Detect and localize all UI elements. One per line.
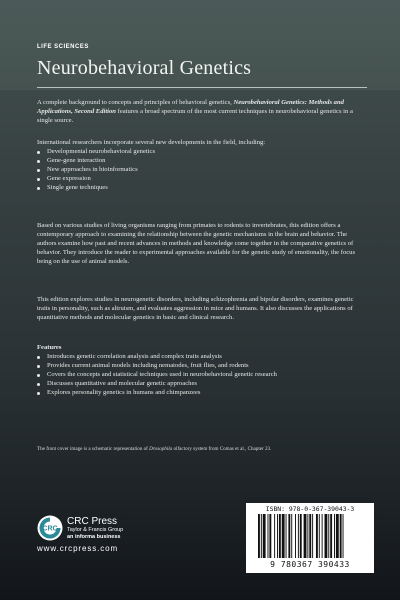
list-item-text: New approaches in bioinformatics bbox=[47, 165, 138, 173]
studies-paragraph bbox=[37, 222, 367, 267]
bullet-icon bbox=[37, 383, 40, 386]
list-item bbox=[37, 148, 367, 157]
list-item bbox=[37, 353, 367, 362]
bullet-icon bbox=[37, 178, 40, 181]
list-item bbox=[37, 184, 367, 193]
intro-text-start: A complete background to concepts and principles of behavioral genetics, bbox=[37, 99, 234, 106]
isbn-barcode bbox=[246, 503, 374, 573]
features-list bbox=[37, 353, 367, 398]
bullet-icon bbox=[37, 187, 40, 190]
developments-lead: International researchers incorporate several new developments in the field, including: bbox=[37, 139, 266, 146]
list-item bbox=[37, 371, 367, 380]
bullet-icon bbox=[37, 392, 40, 395]
publisher-url[interactable]: www.crcpress.com bbox=[37, 544, 119, 553]
crc-press-logo-icon bbox=[37, 515, 63, 541]
publisher-block bbox=[67, 516, 123, 541]
edition-paragraph bbox=[37, 296, 367, 323]
bullet-icon bbox=[37, 160, 40, 163]
list-item bbox=[37, 166, 367, 175]
intro-text-end: features a broad spectrum of the most current techniques in neurobehavioral genetics in a single source. bbox=[37, 107, 353, 124]
list-item bbox=[37, 362, 367, 371]
list-item bbox=[37, 175, 367, 184]
list-item-text: Single gene techniques bbox=[47, 183, 108, 191]
list-item-text: Developmental neurobehavioral genetics bbox=[47, 147, 156, 155]
features-section bbox=[37, 344, 367, 397]
list-item-text: Discusses quantitative and molecular genetic approaches bbox=[47, 379, 197, 387]
barcode-icon bbox=[258, 514, 362, 558]
publisher-group: Taylor & Francis Group bbox=[67, 527, 124, 533]
list-item-text: Covers the concepts and statistical techniques used in neurobehavioral genetic research bbox=[47, 370, 277, 378]
edition-text: This edition explores studies in neurogenetic disorders, including schizophrenia and bipolar disorders, examines genetic traits in personality, such as altruism, and evaluates aggression in mice and humans. It also discusses the applications of quantitative methods and molecular genetics in basic and clinical research. bbox=[37, 296, 354, 321]
series-label: LIFE SCIENCES bbox=[37, 44, 89, 50]
features-heading: Features bbox=[37, 344, 62, 351]
book-title: Neurobehavioral Genetics bbox=[37, 57, 252, 79]
intro-paragraph bbox=[37, 99, 367, 126]
list-item bbox=[37, 389, 367, 398]
developments-list bbox=[37, 148, 367, 193]
bullet-icon bbox=[37, 356, 40, 359]
bullet-icon bbox=[37, 169, 40, 172]
list-item-text: Gene expression bbox=[47, 174, 91, 182]
list-item-text: Provides current animal models including nematodes, fruit flies, and rodents bbox=[47, 361, 249, 369]
note-text-end: olfactory system from Comas et al., Chapter 23. bbox=[172, 446, 272, 452]
note-species: Drosophila bbox=[149, 446, 173, 452]
bullet-icon bbox=[37, 151, 40, 154]
list-item-text: Explores personality genetics in humans and chimpanzees bbox=[47, 388, 201, 396]
bullet-icon bbox=[37, 365, 40, 368]
developments-section bbox=[37, 139, 367, 192]
isbn-number: ISBN: 978-0-367-39043-3 bbox=[265, 505, 355, 513]
intro-book-title: Neurobehavioral Genetics: Methods and Applications, Second Edition bbox=[37, 99, 344, 115]
publisher-brand: an informa business bbox=[67, 534, 121, 540]
cover-image-note bbox=[37, 446, 367, 453]
ean-number: 9 780367 390433 bbox=[270, 560, 350, 569]
bullet-icon bbox=[37, 374, 40, 377]
publisher-name: CRC Press bbox=[67, 516, 118, 527]
title-divider bbox=[37, 87, 367, 88]
list-item-text: Gene-gene interaction bbox=[47, 156, 106, 164]
logo-text: CRC bbox=[42, 525, 58, 533]
list-item-text: Introduces genetic correlation analysis and complex traits analysis bbox=[47, 352, 222, 360]
studies-text: Based on various studies of living organisms ranging from primates to rodents to invertebrates, this edition offers a contemporary approach to examining the relationship between the genetic mechanisms in the brain and behavior. The authors examine how past and recent advances in methods and knowledge come together in the comparative genetics of behavior. They introduce the reader to experimental approaches available for the genetic study of emotionality, the focus being on the use of animal models. bbox=[37, 222, 356, 265]
list-item bbox=[37, 157, 367, 166]
list-item bbox=[37, 380, 367, 389]
note-text-start: The front cover image is a schematic representation of bbox=[37, 446, 150, 452]
